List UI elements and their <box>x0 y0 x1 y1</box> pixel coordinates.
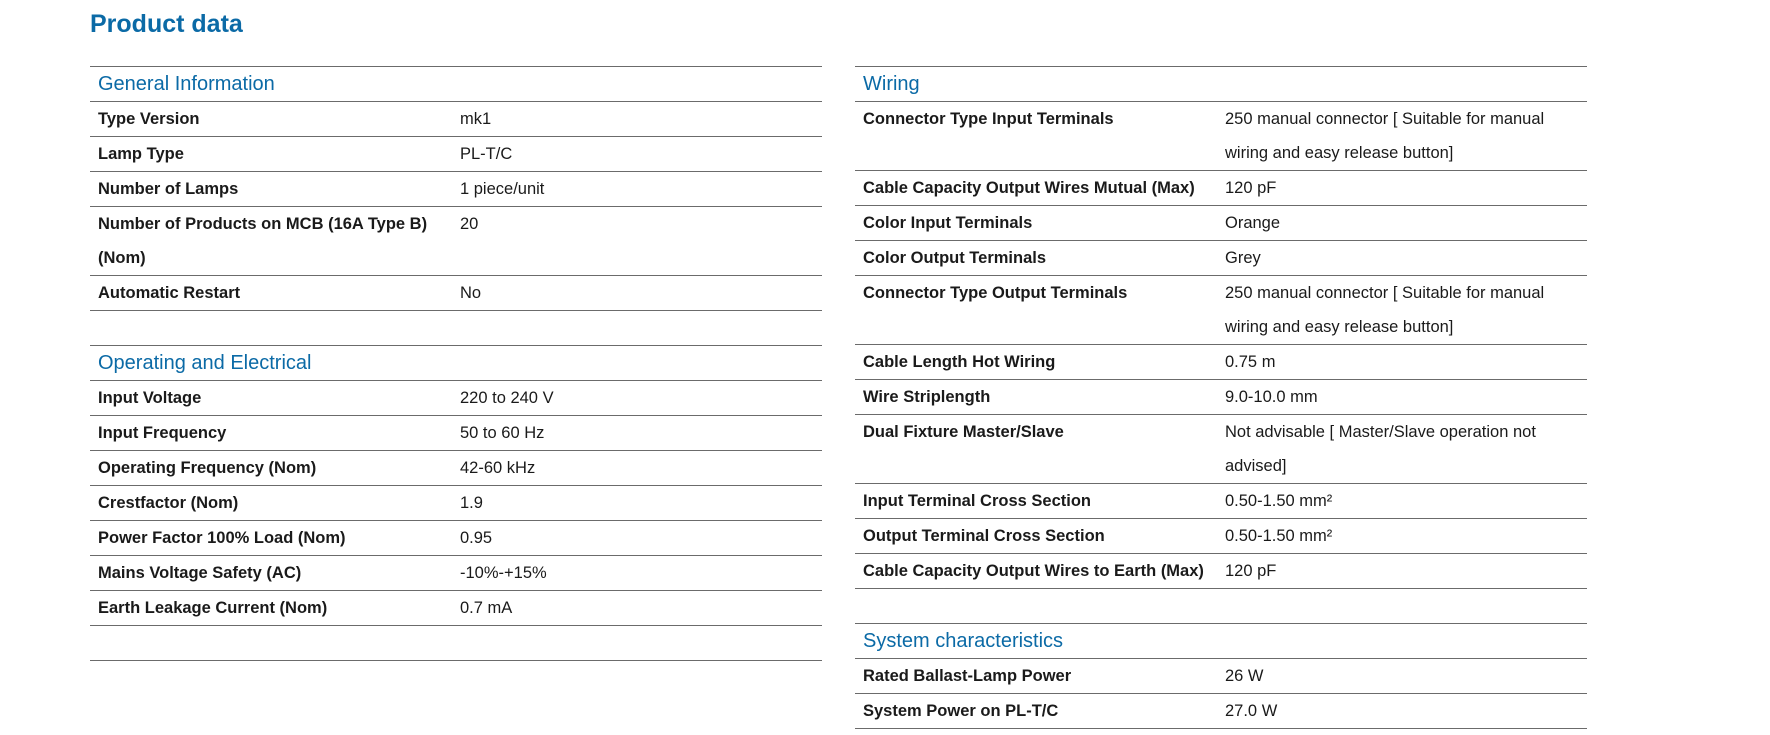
row-label: Dual Fixture Master/Slave <box>863 423 1064 441</box>
row-label: Type Version <box>98 110 200 128</box>
page-title: Product data <box>90 10 243 38</box>
section-spacer <box>90 310 822 345</box>
row-label: Connector Type Output Terminals <box>863 284 1128 302</box>
row-value: 0.95 <box>460 529 493 547</box>
row-value: 1 piece/unit <box>460 180 545 198</box>
table-row <box>855 658 1587 693</box>
row-value: PL-T/C <box>460 145 513 163</box>
section-spacer <box>90 625 822 660</box>
row-label: Wire Striplength <box>863 388 991 406</box>
row-label: Number of Lamps <box>98 180 239 198</box>
row-label: Color Output Terminals <box>863 249 1047 267</box>
section-title-operating-and-electrical: Operating and Electrical <box>90 345 822 380</box>
table-row <box>90 450 822 485</box>
row-value: 1.9 <box>460 494 483 512</box>
table-row <box>855 205 1587 240</box>
row-label: Connector Type Input Terminals <box>863 110 1114 128</box>
row-label: Operating Frequency (Nom) <box>98 459 317 477</box>
table-row <box>855 693 1587 728</box>
row-label: Output Terminal Cross Section <box>863 527 1105 545</box>
row-label: Cable Capacity Output Wires Mutual (Max) <box>863 179 1195 197</box>
row-value: 250 manual connector [ Suitable for manual wiring and easy release button] <box>1225 284 1545 336</box>
table-row <box>855 379 1587 414</box>
table-divider <box>90 660 822 661</box>
row-value: 9.0-10.0 mm <box>1225 388 1318 406</box>
table-row <box>90 555 822 590</box>
row-label: Number of Products on MCB (16A Type B) (Nom) <box>98 215 428 267</box>
left-column <box>90 66 822 661</box>
table-row <box>855 275 1587 344</box>
row-label: Input Frequency <box>98 424 227 442</box>
table-row <box>90 590 822 625</box>
row-value: 120 pF <box>1225 179 1277 197</box>
table-row <box>855 553 1587 588</box>
row-label: Earth Leakage Current (Nom) <box>98 599 328 617</box>
row-label: Lamp Type <box>98 145 184 163</box>
section-title-wiring: Wiring <box>855 66 1587 101</box>
table-row <box>90 136 822 171</box>
table-row <box>855 101 1587 170</box>
section-spacer <box>855 588 1587 623</box>
row-label: Power Factor 100% Load (Nom) <box>98 529 346 547</box>
table-row <box>855 414 1587 483</box>
row-value: 0.75 m <box>1225 353 1276 371</box>
row-label: Automatic Restart <box>98 284 241 302</box>
row-value: Not advisable [ Master/Slave operation not advised] <box>1225 423 1536 475</box>
row-value: 42-60 kHz <box>460 459 536 477</box>
table-row <box>90 101 822 136</box>
row-value: 0.7 mA <box>460 599 513 617</box>
table-row <box>90 275 822 310</box>
row-value: 120 pF <box>1225 562 1277 580</box>
table-row <box>90 485 822 520</box>
row-value: 220 to 240 V <box>460 389 554 407</box>
row-label: Crestfactor (Nom) <box>98 494 239 512</box>
row-value: No <box>460 284 482 302</box>
row-label: System Power on PL-T/C <box>863 702 1059 720</box>
row-value: Grey <box>1225 249 1261 267</box>
row-label: Input Voltage <box>98 389 202 407</box>
row-value: mk1 <box>460 110 492 128</box>
row-label: Cable Capacity Output Wires to Earth (Max) <box>863 562 1204 580</box>
row-value: -10%-+15% <box>460 564 547 582</box>
right-column <box>855 66 1587 729</box>
table-row <box>855 170 1587 205</box>
table-divider <box>855 728 1587 729</box>
section-title-system-characteristics: System characteristics <box>855 623 1587 658</box>
table-row <box>855 518 1587 553</box>
table-row <box>90 520 822 555</box>
table-row <box>90 171 822 206</box>
section-title-general-information: General Information <box>90 66 822 101</box>
row-label: Color Input Terminals <box>863 214 1033 232</box>
row-value: 0.50-1.50 mm² <box>1225 527 1333 545</box>
row-label: Input Terminal Cross Section <box>863 492 1091 510</box>
row-value: 26 W <box>1225 667 1264 685</box>
row-label: Cable Length Hot Wiring <box>863 353 1056 371</box>
table-row <box>855 483 1587 518</box>
row-value: Orange <box>1225 214 1281 232</box>
table-row <box>90 206 822 275</box>
table-row <box>90 380 822 415</box>
row-label: Mains Voltage Safety (AC) <box>98 564 302 582</box>
table-row <box>855 240 1587 275</box>
row-value: 50 to 60 Hz <box>460 424 545 442</box>
row-value: 27.0 W <box>1225 702 1278 720</box>
row-label: Rated Ballast-Lamp Power <box>863 667 1072 685</box>
table-row <box>855 344 1587 379</box>
row-value: 0.50-1.50 mm² <box>1225 492 1333 510</box>
row-value: 250 manual connector [ Suitable for manual wiring and easy release button] <box>1225 110 1545 162</box>
table-row <box>90 415 822 450</box>
row-value: 20 <box>460 215 479 233</box>
